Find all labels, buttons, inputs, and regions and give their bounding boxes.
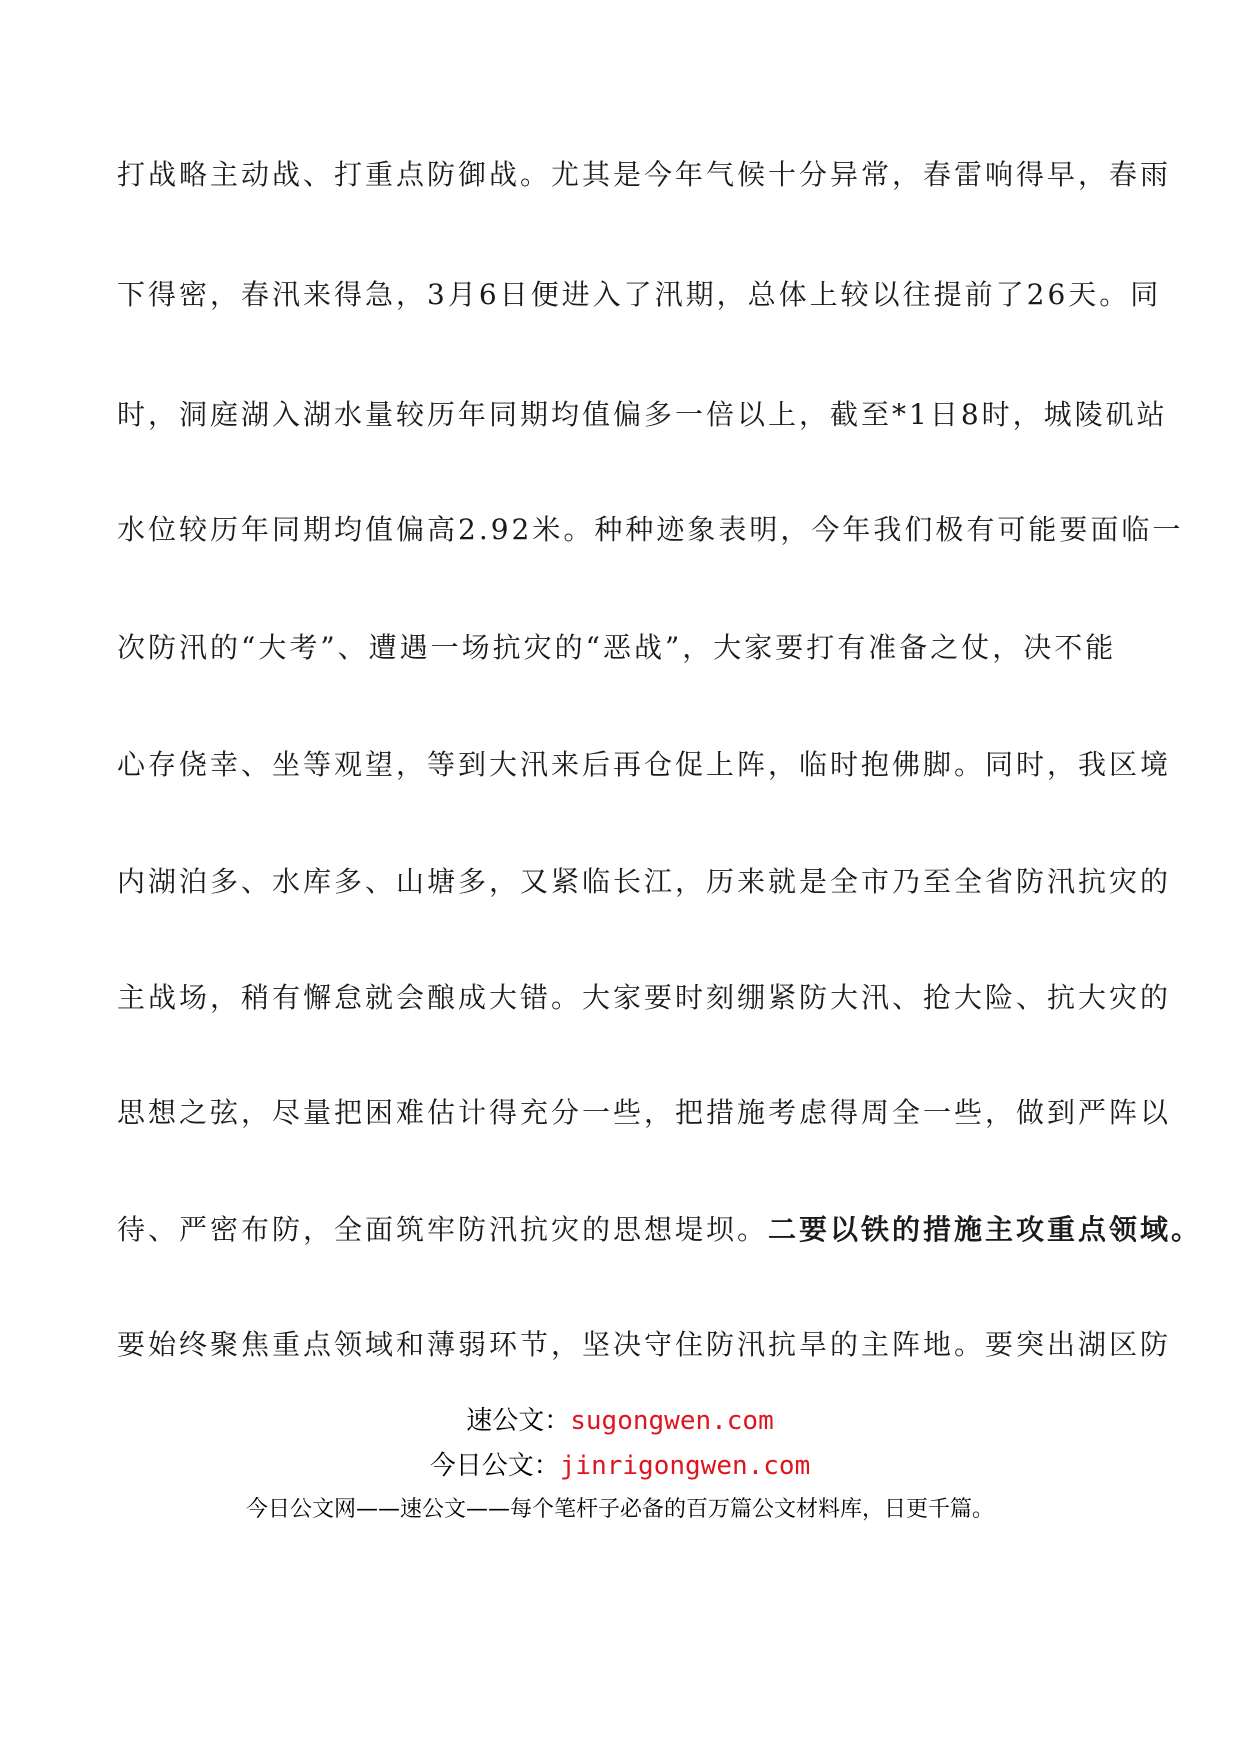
paragraph-line: 下得密，春汛来得急，3月6日便进入了汛期，总体上较以往提前了26天。同 (117, 278, 1162, 311)
paragraph-line: 水位较历年同期均值偏高2.92米。种种迹象表明，今年我们极有可能要面临一 (117, 513, 1184, 546)
jinrigongwen-link[interactable]: jinrigongwen.com (559, 1451, 811, 1481)
footer-label: 今日公文： (429, 1451, 560, 1481)
paragraph-line: 主战场，稍有懈怠就会酿成大错。大家要时刻绷紧防大汛、抢大险、抗大灾的 (117, 981, 1172, 1014)
paragraph-line: 打战略主动战、打重点防御战。尤其是今年气候十分异常，春雷响得早，春雨 (117, 158, 1172, 191)
paragraph-line: 时，洞庭湖入湖水量较历年同期均值偏多一倍以上，截至*1日8时，城陵矶站 (117, 398, 1168, 431)
footer-jinrigongwen (0, 1445, 1240, 1482)
paragraph-line: 要始终聚焦重点领域和薄弱环节，坚决守住防汛抗旱的主阵地。要突出湖区防 (117, 1328, 1172, 1361)
sugongwen-link[interactable]: sugongwen.com (570, 1406, 774, 1436)
paragraph-line: 思想之弦，尽量把困难估计得充分一些，把措施考虑得周全一些，做到严阵以 (117, 1096, 1172, 1129)
paragraph-line: 次防汛的“大考”、遭遇一场抗灾的“恶战”，大家要打有准备之仗，决不能 (117, 631, 1117, 664)
bold-heading: 二要以铁的措施主攻重点领域。 (768, 1213, 1203, 1246)
footer-slogan: 今日公文网——速公文——每个笔杆子必备的百万篇公文材料库，日更千篇。 (245, 1497, 994, 1522)
footer-sugongwen (0, 1400, 1240, 1437)
paragraph-line (117, 1210, 1202, 1250)
footer-label: 速公文： (466, 1406, 571, 1436)
paragraph-line: 内湖泊多、水库多、山塘多，又紧临长江，历来就是全市乃至全省防汛抗灾的 (117, 865, 1172, 898)
line-text: 待、严密布防，全面筑牢防汛抗灾的思想堤坝。 (117, 1213, 769, 1246)
paragraph-line: 心存侥幸、坐等观望，等到大汛来后再仓促上阵，临时抱佛脚。同时，我区境 (117, 748, 1172, 781)
